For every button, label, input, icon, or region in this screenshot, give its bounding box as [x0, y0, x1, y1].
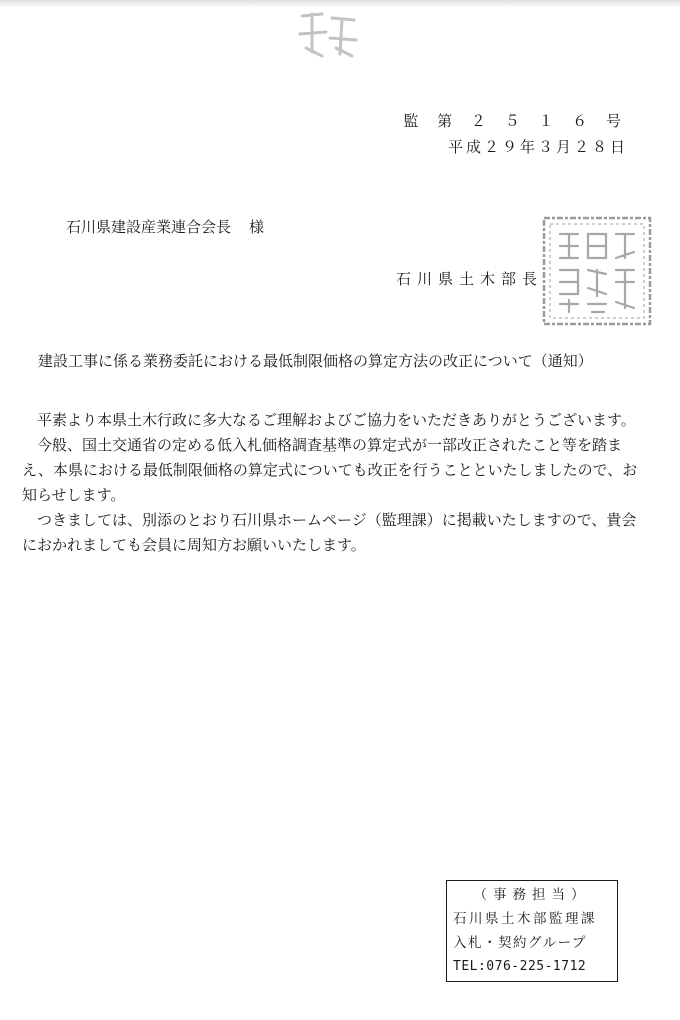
contact-box — [446, 880, 618, 982]
scan-artifact — [0, 0, 680, 8]
sender: 石川県土木部長 — [396, 270, 544, 288]
contact-title: （事務担当） — [473, 887, 591, 903]
paragraph-revision: 今般、国土交通省の定める低入札価格調査基準の算定式が一部改正されたこと等を踏まえ、本県における最低制限価格の算定式についても改正を行うことといたしましたので、お知らせします。 — [22, 436, 638, 504]
letter-body — [22, 408, 642, 558]
document-date: 平成２９年３月２８日 — [447, 138, 628, 156]
recipient-name: 石川県建設産業連合会長 — [66, 218, 232, 236]
recipient-honorific: 様 — [249, 218, 265, 236]
official-seal — [538, 212, 656, 330]
paragraph-greeting: 平素より本県土木行政に多大なるご理解およびご協力をいただきありがとうございます。 — [37, 411, 636, 429]
paragraph-request: つきましては、別添のとおり石川県ホームページ（監理課）に掲載いたしますので、貴会におかれましても会員に周知方お願いいたします。 — [22, 511, 637, 554]
contact-department: 石川県土木部監理課 — [453, 911, 597, 927]
document-number: 監 第 ２ ５ １ ６ 号 — [403, 112, 628, 130]
contact-group: 入札・契約グループ — [453, 935, 587, 951]
recipient — [66, 216, 264, 237]
contact-phone: TEL:076-225-1712 — [453, 959, 587, 974]
subject-line: 建設工事に係る業務委託における最低制限価格の算定方法の改正について（通知） — [38, 352, 593, 370]
receipt-stamp-mark — [292, 8, 364, 60]
